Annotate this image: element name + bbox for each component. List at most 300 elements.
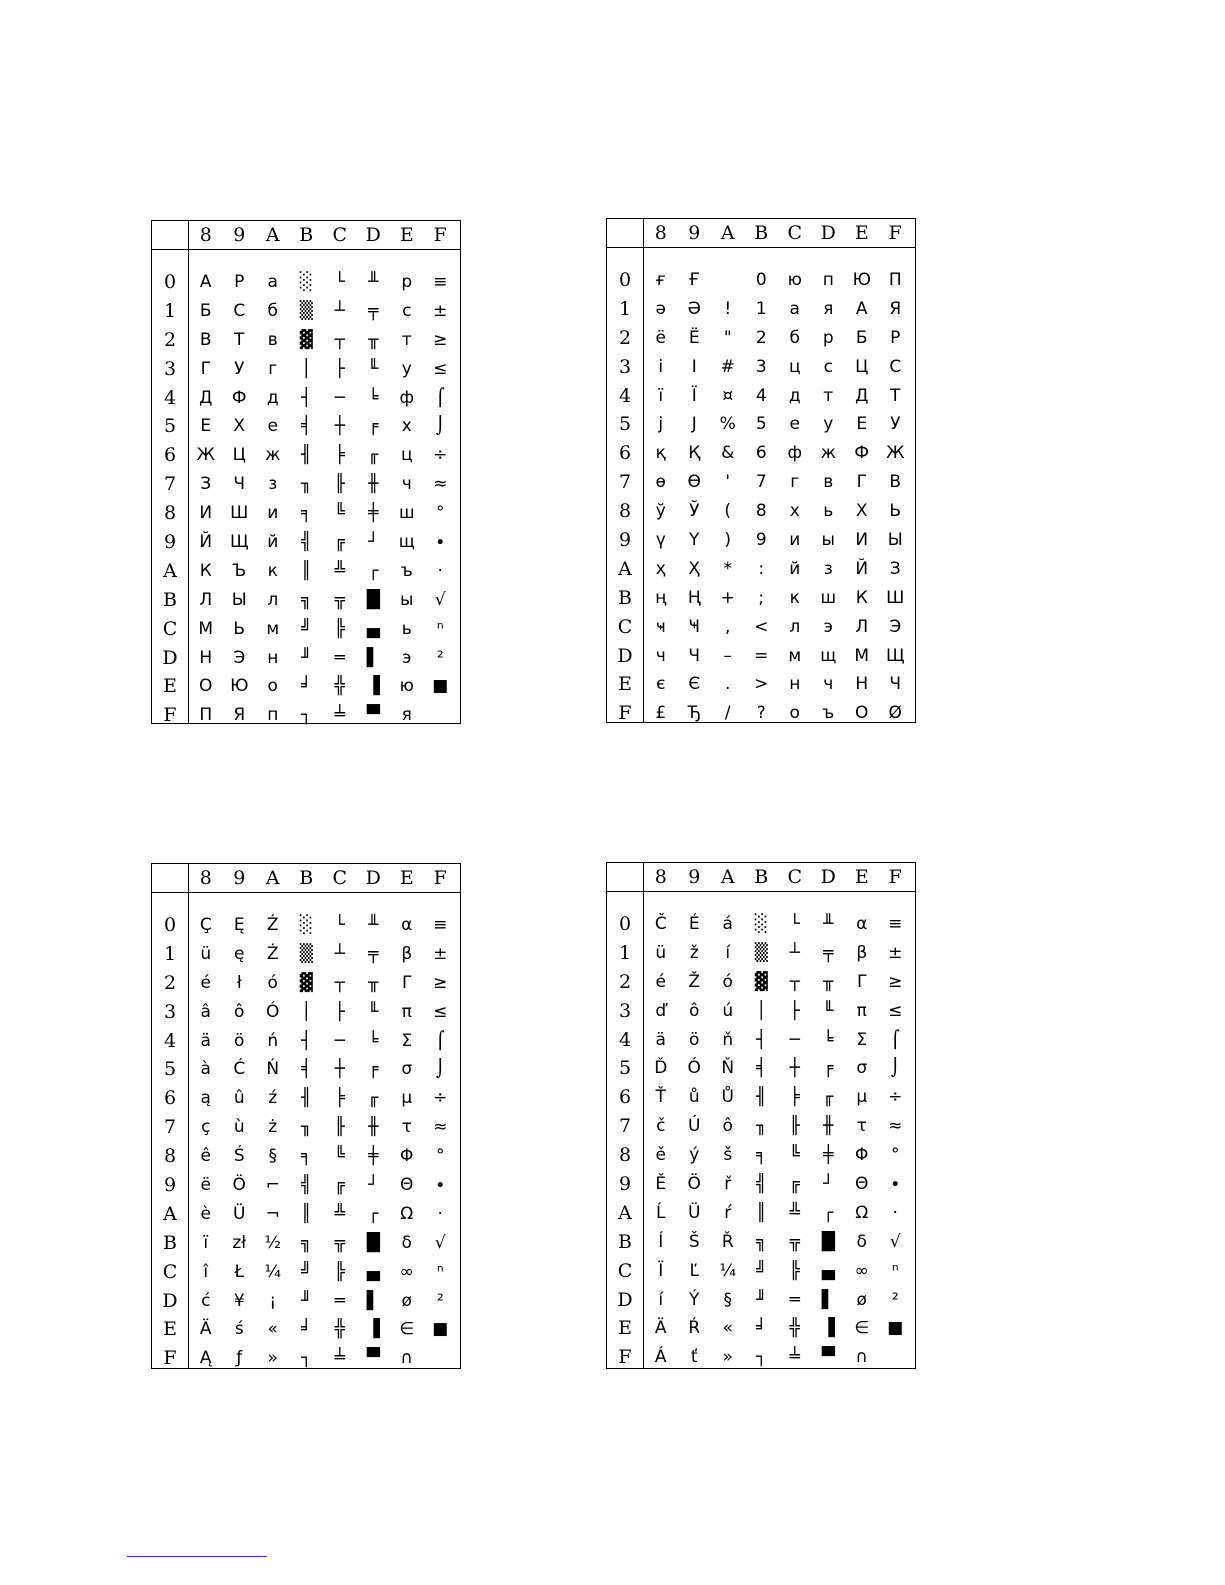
glyph-cell: І: [691, 356, 697, 377]
column-header: 8: [654, 866, 667, 888]
glyph-cell: Я: [233, 705, 246, 726]
glyph-cell: ╤: [368, 943, 379, 964]
glyph-cell: %: [719, 414, 736, 435]
row-header-column: [152, 893, 189, 1368]
glyph-cell: ╘: [823, 1029, 834, 1050]
glyph-cell: ≥: [888, 971, 903, 992]
glyph-cell: ╠: [334, 1261, 345, 1282]
glyph-cell: ): [724, 530, 732, 551]
glyph-cell: ═: [334, 1290, 345, 1311]
glyph-cell: ┬: [334, 972, 345, 993]
row-header: 5: [618, 413, 632, 436]
glyph-cell: ─: [334, 387, 345, 408]
glyph-cell: ÷: [433, 1088, 448, 1109]
row-header: 4: [163, 1029, 177, 1052]
column-header: D: [365, 867, 381, 889]
glyph-cell: ": [723, 327, 732, 348]
glyph-cell: δ: [856, 1231, 867, 1252]
glyph-cell: ╤: [368, 300, 379, 321]
glyph-cell: щ: [820, 645, 837, 666]
glyph-cell: 0: [755, 270, 767, 290]
glyph-cell: Й: [199, 532, 213, 553]
row-header-column: [152, 250, 189, 727]
glyph-cell: ь: [823, 501, 834, 522]
glyph-cell: ╣: [756, 1174, 767, 1195]
row-header: 5: [163, 415, 177, 438]
glyph-cell: Ј: [691, 414, 697, 435]
row-header: E: [163, 675, 177, 698]
row-header: D: [162, 646, 178, 669]
corner-cell: [607, 863, 644, 891]
glyph-cell: Ё: [688, 327, 700, 348]
row-header: 5: [163, 1058, 177, 1081]
glyph-cell: ±: [433, 300, 448, 321]
glyph-cell: ▓: [754, 971, 768, 992]
glyph-cell: ▌: [366, 1290, 380, 1311]
glyph-cell: н: [789, 674, 801, 695]
glyph-cell: ∙: [434, 1175, 446, 1196]
glyph-cell: ∙: [434, 532, 446, 553]
glyph-cell: ║: [756, 1202, 767, 1223]
column-header: C: [332, 224, 348, 246]
glyph-cell: а: [267, 272, 278, 292]
glyph-cell: ∞: [854, 1260, 869, 1281]
glyph-cell: ²: [891, 1289, 899, 1310]
glyph-cell: й: [267, 532, 279, 553]
glyph-cell: ╙: [368, 358, 379, 379]
glyph-cell: Р: [234, 272, 245, 292]
row-header: C: [162, 617, 178, 640]
glyph-cell: ╓: [368, 1088, 379, 1109]
glyph-cell: в: [267, 329, 278, 350]
glyph-cell: Ь: [889, 501, 902, 522]
glyph-cell: ╕: [301, 1146, 312, 1167]
glyph-cell: Ń: [266, 1059, 280, 1080]
glyph-cell: Ф: [854, 443, 870, 464]
column-header: D: [820, 866, 836, 888]
glyph-cell: ç: [201, 1117, 211, 1138]
glyph-cell: 6: [755, 443, 767, 464]
glyph-cell: ┤: [756, 1029, 767, 1050]
glyph-cell: !: [724, 298, 732, 319]
glyph-cell: ä: [200, 1030, 211, 1051]
glyph-cell: >: [754, 674, 769, 695]
table-body: [607, 892, 915, 1368]
glyph-cell: 7: [755, 472, 767, 493]
glyph-cell: ╫: [823, 1116, 834, 1137]
glyph-cell: Ў: [689, 501, 700, 522]
glyph-cell: ┐: [301, 705, 312, 726]
glyph-cell: б: [789, 327, 800, 348]
glyph-cell: Х: [855, 501, 868, 522]
glyph-cell: У: [234, 358, 245, 379]
glyph-cell: і: [658, 356, 664, 377]
glyph-cell: Е: [856, 414, 868, 435]
glyph-cell: ╪: [368, 1146, 379, 1167]
glyph-cell: и: [789, 530, 801, 551]
row-header: B: [618, 1230, 632, 1253]
glyph-grid: [644, 248, 912, 722]
row-header: 3: [163, 1000, 177, 1023]
column-header: E: [854, 866, 869, 888]
row-header: 6: [618, 1086, 632, 1109]
glyph-cell: 2: [755, 327, 767, 348]
glyph-cell: е: [267, 416, 278, 437]
glyph-cell: ╕: [756, 1145, 767, 1166]
row-header-column: [607, 248, 644, 725]
glyph-cell: à: [200, 1059, 211, 1080]
glyph-cell: ś: [234, 1319, 244, 1340]
glyph-cell: ╢: [756, 1087, 767, 1108]
glyph-cell: з: [823, 558, 833, 579]
glyph-cell: ┘: [368, 1175, 379, 1196]
glyph-cell: ж: [265, 445, 281, 466]
glyph-cell: Ó: [687, 1058, 701, 1079]
column-header: 8: [654, 222, 667, 244]
row-header: 4: [618, 1028, 632, 1051]
glyph-cell: у: [823, 414, 834, 435]
glyph-cell: ¼: [264, 1261, 281, 1282]
glyph-cell: ╗: [301, 1232, 312, 1253]
glyph-cell: ▄: [821, 1260, 835, 1281]
column-header-row: [607, 863, 915, 892]
glyph-cell: ⌡: [435, 416, 445, 437]
glyph-cell: +: [720, 587, 735, 608]
glyph-cell: <: [754, 616, 769, 637]
glyph-cell: ▌: [821, 1289, 835, 1310]
glyph-cell: ╡: [756, 1058, 767, 1079]
row-header: 3: [618, 355, 632, 378]
row-header: E: [618, 673, 632, 696]
glyph-cell: ▄: [366, 618, 380, 639]
row-header: F: [163, 1347, 177, 1370]
row-header: A: [163, 559, 177, 582]
row-header-column: [607, 892, 644, 1368]
column-header: 9: [233, 224, 246, 246]
glyph-cell: ┌: [368, 560, 379, 581]
glyph-cell: ╫: [368, 1117, 379, 1138]
glyph-cell: ▀: [821, 1347, 835, 1368]
glyph-cell: Θ: [855, 1174, 869, 1195]
glyph-cell: ¬: [265, 1203, 280, 1224]
row-header: 7: [163, 1116, 177, 1139]
glyph-cell: ⌡: [435, 1059, 445, 1080]
glyph-cell: Ě: [655, 1174, 667, 1195]
glyph-cell: К: [199, 560, 212, 581]
glyph-cell: ю: [787, 270, 802, 290]
glyph-cell: É: [688, 914, 700, 934]
glyph-cell: ┼: [789, 1058, 800, 1079]
glyph-cell: √: [889, 1231, 901, 1252]
glyph-cell: ╝: [301, 1261, 312, 1282]
glyph-cell: ╓: [368, 445, 379, 466]
glyph-grid: [189, 250, 457, 726]
glyph-cell: р: [822, 327, 834, 348]
glyph-cell: [424, 1344, 458, 1373]
glyph-cell: 4: [755, 385, 767, 406]
glyph-cell: т: [823, 385, 834, 406]
glyph-cell: ╧: [789, 1347, 800, 1368]
glyph-cell: Φ: [855, 1145, 869, 1166]
glyph-cell: Ö: [687, 1174, 701, 1195]
glyph-cell: α: [856, 914, 868, 934]
glyph-cell: Ъ: [232, 560, 247, 581]
glyph-cell: £: [655, 703, 667, 724]
glyph-cell: ┬: [789, 971, 800, 992]
glyph-cell: К: [855, 587, 868, 608]
row-header: C: [162, 1260, 178, 1283]
column-header: E: [854, 222, 869, 244]
glyph-cell: Ś: [233, 1146, 245, 1167]
row-header: 2: [163, 971, 177, 994]
glyph-cell: ²: [436, 647, 444, 668]
glyph-cell: §: [723, 1289, 732, 1310]
glyph-cell: é: [655, 971, 666, 992]
table-body: [152, 893, 460, 1368]
glyph-cell: Ж: [886, 443, 905, 464]
glyph-cell: ░: [754, 914, 768, 934]
glyph-cell: о: [267, 676, 278, 697]
glyph-cell: ù: [233, 1117, 245, 1138]
glyph-cell: ╧: [334, 1348, 345, 1369]
glyph-cell: #: [720, 356, 735, 377]
glyph-cell: ╨: [368, 272, 379, 292]
glyph-cell: ┘: [823, 1174, 834, 1195]
glyph-cell: Ü: [688, 1202, 701, 1223]
glyph-cell: з: [268, 474, 278, 495]
glyph-cell: č: [656, 1116, 666, 1137]
glyph-cell: ╖: [756, 1116, 767, 1137]
row-header: E: [618, 1317, 632, 1340]
glyph-cell: ≈: [433, 1117, 448, 1138]
column-header: B: [754, 222, 769, 244]
glyph-cell: Σ: [401, 1030, 413, 1051]
glyph-cell: қ: [655, 443, 666, 464]
glyph-cell: ź: [268, 1088, 278, 1109]
glyph-cell: ■: [432, 676, 449, 697]
glyph-cell: Ҹ: [688, 616, 701, 637]
glyph-cell: ê: [200, 1146, 211, 1167]
glyph-cell: Ä: [654, 1318, 667, 1339]
glyph-cell: ҹ: [655, 616, 666, 637]
glyph-cell: ╥: [368, 972, 379, 993]
glyph-cell: √: [434, 1232, 446, 1253]
glyph-cell: °: [891, 1145, 900, 1166]
glyph-cell: ░: [299, 272, 313, 292]
glyph-cell: Ŕ: [688, 1318, 701, 1339]
glyph-cell: Й: [855, 558, 869, 579]
glyph-cell: Ы: [887, 530, 903, 551]
glyph-cell: ⁿ: [436, 618, 444, 639]
glyph-cell: ě: [655, 1145, 666, 1166]
glyph-cell: µ: [401, 1088, 413, 1109]
glyph-cell: ô: [234, 1001, 245, 1022]
glyph-cell: ┴: [789, 942, 800, 963]
glyph-cell: ¡: [269, 1290, 277, 1311]
glyph-cell: Ж: [196, 445, 215, 466]
glyph-cell: Ц: [232, 445, 246, 466]
row-header: 9: [163, 531, 177, 554]
glyph-cell: Е: [200, 416, 212, 437]
glyph-cell: ы: [821, 530, 835, 551]
glyph-cell: ╧: [334, 705, 345, 726]
glyph-cell: ├: [334, 1001, 345, 1022]
glyph-cell: ь: [401, 618, 412, 639]
glyph-cell: ≥: [433, 972, 448, 993]
glyph-cell: ё: [655, 327, 666, 348]
glyph-cell: ░: [299, 915, 313, 935]
row-header: 8: [163, 1145, 177, 1168]
glyph-cell: х: [789, 501, 800, 522]
row-header: 9: [618, 1173, 632, 1196]
glyph-cell: Ц: [855, 356, 869, 377]
glyph-cell: ╖: [301, 474, 312, 495]
character-table-1: [151, 220, 461, 727]
glyph-cell: О: [199, 676, 213, 697]
glyph-cell: Ĺ: [656, 1202, 666, 1223]
glyph-cell: ╚: [334, 1146, 345, 1167]
row-header: F: [163, 704, 177, 727]
corner-cell: [152, 864, 189, 892]
glyph-cell: ?: [756, 703, 766, 724]
glyph-cell: П: [199, 705, 213, 726]
glyph-cell: τ: [856, 1116, 867, 1137]
glyph-cell: Л: [199, 589, 213, 610]
glyph-cell: ч: [823, 674, 834, 695]
column-header: C: [787, 866, 803, 888]
row-header: 1: [618, 297, 632, 320]
row-header: D: [617, 644, 633, 667]
character-table-3: [151, 863, 461, 1369]
glyph-cell: ╞: [334, 445, 345, 466]
glyph-cell: ╣: [301, 532, 312, 553]
glyph-cell: Ң: [687, 587, 701, 608]
glyph-cell: е: [789, 414, 800, 435]
glyph-cell: В: [889, 472, 902, 493]
glyph-cell: ½: [264, 1232, 281, 1253]
glyph-cell: ╬: [334, 676, 345, 697]
glyph-cell: ╔: [789, 1174, 800, 1195]
glyph-cell: ү: [655, 530, 666, 551]
glyph-cell: ·: [892, 1202, 898, 1223]
glyph-cell: Т: [890, 385, 901, 406]
glyph-cell: Ř: [721, 1231, 734, 1252]
glyph-cell: Ý: [689, 1289, 700, 1310]
glyph-cell: Ч: [688, 645, 701, 666]
glyph-cell: в: [823, 472, 834, 493]
row-header: 1: [618, 941, 632, 964]
glyph-cell: ř: [724, 1174, 732, 1195]
glyph-cell: 9: [755, 530, 767, 551]
glyph-cell: У: [890, 414, 901, 435]
glyph-cell: Θ: [400, 1175, 414, 1196]
glyph-cell: π: [401, 1001, 412, 1022]
glyph-cell: Φ: [400, 1146, 414, 1167]
glyph-cell: ■: [887, 1318, 904, 1339]
glyph-cell: Ę: [233, 915, 245, 935]
glyph-cell: *: [723, 558, 732, 579]
glyph-cell: ď: [655, 1000, 667, 1021]
glyph-cell: ø: [856, 1289, 867, 1310]
glyph-cell: β: [401, 943, 413, 964]
glyph-cell: ▓: [299, 972, 313, 993]
glyph-cell: Д: [855, 385, 869, 406]
glyph-cell: ї: [658, 385, 664, 406]
glyph-cell: п: [267, 705, 279, 726]
glyph-cell: ъ: [400, 560, 413, 581]
glyph-cell: °: [436, 1146, 445, 1167]
glyph-cell: ╥: [368, 329, 379, 350]
glyph-cell: Σ: [856, 1029, 868, 1050]
glyph-cell: И: [199, 503, 213, 524]
glyph-cell: Ю: [230, 676, 249, 697]
row-header: 5: [618, 1057, 632, 1080]
glyph-cell: ö: [689, 1029, 700, 1050]
glyph-cell: ó: [267, 972, 278, 993]
glyph-cell: (: [724, 501, 732, 522]
glyph-cell: τ: [401, 1117, 412, 1138]
glyph-cell: ž: [689, 942, 699, 963]
character-table-2: [606, 218, 916, 723]
glyph-cell: й: [789, 558, 801, 579]
row-header: 1: [163, 299, 177, 322]
glyph-cell: Ї: [691, 385, 697, 406]
glyph-cell: ы: [400, 589, 414, 610]
glyph-cell: и: [267, 503, 279, 524]
glyph-cell: Ů: [721, 1087, 734, 1108]
glyph-cell: ─: [789, 1029, 800, 1050]
glyph-cell: [879, 1343, 913, 1372]
glyph-cell: В: [199, 329, 212, 350]
glyph-cell: С: [233, 300, 246, 321]
row-header: A: [618, 1201, 632, 1224]
glyph-cell: Ҳ: [688, 558, 701, 579]
glyph-cell: ô: [722, 1116, 733, 1137]
glyph-cell: ╪: [368, 503, 379, 524]
glyph-cell: ╘: [368, 1030, 379, 1051]
glyph-cell: б: [267, 300, 278, 321]
glyph-cell: ł: [236, 972, 242, 993]
glyph-cell: –: [723, 645, 732, 666]
row-header: 8: [618, 500, 632, 523]
glyph-cell: с: [823, 356, 833, 377]
glyph-cell: â: [200, 1001, 211, 1022]
corner-cell: [607, 219, 644, 247]
glyph-cell: ╚: [789, 1145, 800, 1166]
glyph-cell: Ö: [232, 1175, 246, 1196]
glyph-cell: ü: [655, 942, 667, 963]
glyph-cell: 8: [755, 501, 767, 522]
glyph-cell: ╫: [368, 474, 379, 495]
row-header: B: [163, 1231, 177, 1254]
row-header: A: [618, 557, 632, 580]
glyph-cell: ┐: [301, 1348, 312, 1369]
row-header: F: [618, 1346, 632, 1369]
row-header: 2: [163, 328, 177, 351]
glyph-cell: ú: [722, 1000, 734, 1021]
row-header: D: [162, 1289, 178, 1312]
glyph-cell: ∞: [399, 1261, 414, 1282]
glyph-cell: П: [888, 270, 902, 290]
glyph-cell: ║: [301, 1203, 312, 1224]
row-header: 4: [618, 384, 632, 407]
glyph-cell: í: [725, 942, 731, 963]
glyph-cell: ╗: [301, 589, 312, 610]
glyph-cell: г: [268, 358, 278, 379]
glyph-cell: т: [401, 329, 412, 350]
glyph-cell: é: [200, 972, 211, 993]
glyph-cell: ⌠: [435, 1030, 445, 1051]
